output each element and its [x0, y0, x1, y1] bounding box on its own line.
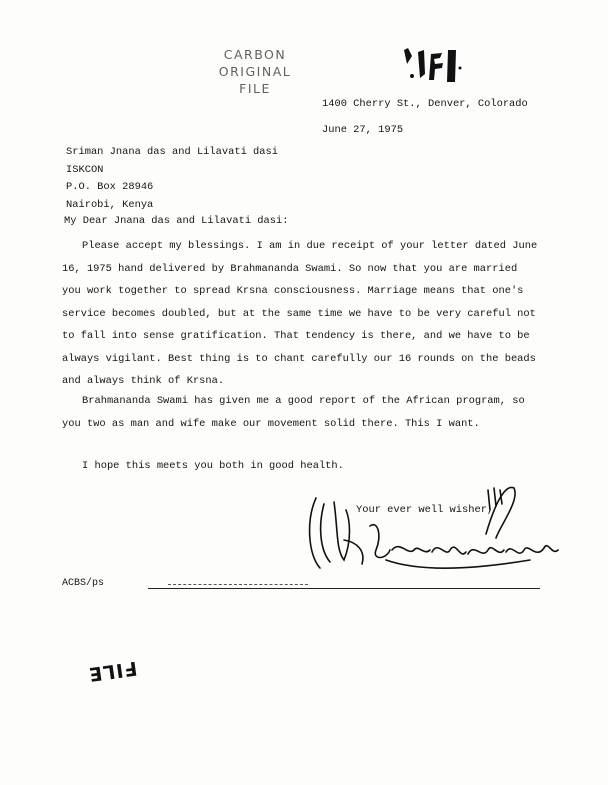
recipient-box: P.O. Box 28946 — [66, 181, 154, 193]
reference-initials: ACBS/ps — [62, 578, 105, 589]
closing: Your ever well wisher, — [356, 504, 494, 516]
carbon-original-file-stamp — [214, 46, 296, 97]
salutation: My Dear Jnana das and Lilavati dasi: — [64, 215, 289, 227]
body-paragraph-2: Brahmananda Swami has given me a good report of the African program, so you two as man and wife make our movement solid there. This I want. — [62, 395, 525, 430]
signature-dash-line — [168, 584, 308, 586]
handwritten-signature — [300, 480, 565, 590]
file-stamp-mark: FILE — [86, 656, 139, 686]
stamp-line-1: CARBON — [223, 47, 287, 62]
letter-date: June 27, 1975 — [322, 124, 404, 136]
body-paragraph-3: I hope this meets you both in good health. — [82, 460, 344, 472]
sender-address: 1400 Cherry St., Denver, Colorado — [322, 98, 528, 110]
recipient-name: Sriman Jnana das and Lilavati dasi — [66, 146, 279, 158]
signature-rule — [148, 588, 540, 589]
body-paragraph-1: Please accept my blessings. I am in due receipt of your letter dated June 16, 1975 hand delivered by Brahmananda Swami. So now that you are married you work together to spread Krsna consciousness. Marriage means that one's service becomes doubled, but at the same time we have to be very careful not to fall into sense gratification. That tendency is there, and we have to be always vigilant. Best thing is to chant carefully our 16 rounds on the beads and always think of Krsna. — [62, 240, 538, 387]
recipient-org: ISKCON — [66, 164, 104, 176]
recipient-city: Nairobi, Kenya — [66, 199, 154, 211]
stamp-line-3: FILE — [239, 81, 271, 96]
stamp-line-2: ORIGINAL — [218, 64, 292, 79]
ink-blot-mark — [398, 44, 468, 88]
